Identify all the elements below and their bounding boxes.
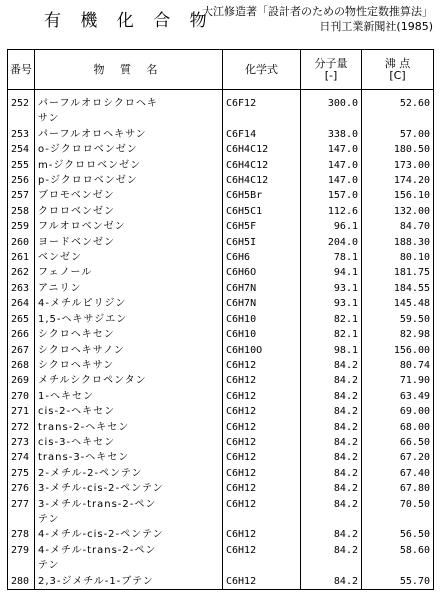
row-formula: C6H12 bbox=[223, 358, 301, 373]
row-name: ブロモベンゼン bbox=[35, 188, 223, 203]
row-bp: 132.00 bbox=[362, 204, 434, 219]
row-name-line: テン bbox=[38, 513, 60, 525]
table-row bbox=[8, 281, 434, 296]
row-bp: 67.20 bbox=[362, 450, 434, 465]
row-name: cis-2-ヘキセン bbox=[35, 404, 223, 419]
row-no: 277 bbox=[8, 497, 35, 528]
row-formula: C6H12 bbox=[223, 574, 301, 590]
row-mw: 82.1 bbox=[301, 327, 362, 342]
row-bp: 67.40 bbox=[362, 466, 434, 481]
header-mw-label: 分子量 bbox=[314, 56, 348, 70]
row-formula: C6H12 bbox=[223, 420, 301, 435]
row-formula: C6H5Br bbox=[223, 188, 301, 203]
row-bp: 56.50 bbox=[362, 527, 434, 542]
row-bp: 156.00 bbox=[362, 343, 434, 358]
table-row bbox=[8, 373, 434, 388]
row-mw: 112.6 bbox=[301, 204, 362, 219]
row-bp: 188.30 bbox=[362, 235, 434, 250]
row-name: 3-メチル-cis-2-ペンテン bbox=[35, 481, 223, 496]
row-name: ヨードベンゼン bbox=[35, 235, 223, 250]
row-name: クロロベンゼン bbox=[35, 204, 223, 219]
row-mw: 93.1 bbox=[301, 281, 362, 296]
row-no: 266 bbox=[8, 327, 35, 342]
row-no: 253 bbox=[8, 127, 35, 142]
source-citation bbox=[202, 4, 433, 34]
table-row bbox=[8, 204, 434, 219]
row-formula: C6H7N bbox=[223, 281, 301, 296]
row-formula: C6H6 bbox=[223, 250, 301, 265]
row-formula: C6H12 bbox=[223, 543, 301, 574]
row-formula: C6H4C12 bbox=[223, 158, 301, 173]
row-name: p-ジクロロベンゼン bbox=[35, 173, 223, 188]
row-mw: 147.0 bbox=[301, 173, 362, 188]
compound-table bbox=[7, 49, 434, 590]
table-row bbox=[8, 574, 434, 590]
row-name: シクロヘキサノン bbox=[35, 343, 223, 358]
table-row bbox=[8, 358, 434, 373]
table-body bbox=[8, 90, 434, 590]
row-name bbox=[35, 96, 223, 127]
row-bp: 173.00 bbox=[362, 158, 434, 173]
row-formula: C6H5I bbox=[223, 235, 301, 250]
row-no: 273 bbox=[8, 435, 35, 450]
row-mw: 84.2 bbox=[301, 527, 362, 542]
row-no: 256 bbox=[8, 173, 35, 188]
row-name: 2,3-ジメチル-1-ブテン bbox=[35, 574, 223, 590]
row-name: o-ジクロロベンゼン bbox=[35, 142, 223, 157]
row-no: 263 bbox=[8, 281, 35, 296]
row-formula: C6F14 bbox=[223, 127, 301, 142]
row-bp: 184.55 bbox=[362, 281, 434, 296]
row-name: メチルシクロペンタン bbox=[35, 373, 223, 388]
row-no: 270 bbox=[8, 389, 35, 404]
table-row bbox=[8, 173, 434, 188]
row-mw: 78.1 bbox=[301, 250, 362, 265]
row-no: 271 bbox=[8, 404, 35, 419]
row-mw: 84.2 bbox=[301, 358, 362, 373]
table-row bbox=[8, 435, 434, 450]
row-bp: 55.70 bbox=[362, 574, 434, 590]
row-bp: 181.75 bbox=[362, 265, 434, 280]
table-row bbox=[8, 327, 434, 342]
row-mw: 84.2 bbox=[301, 435, 362, 450]
table-row bbox=[8, 481, 434, 496]
row-name: trans-3-ヘキセン bbox=[35, 450, 223, 465]
row-bp: 84.70 bbox=[362, 219, 434, 234]
row-mw: 300.0 bbox=[301, 96, 362, 127]
row-mw: 157.0 bbox=[301, 188, 362, 203]
row-mw: 84.2 bbox=[301, 497, 362, 528]
table-row bbox=[8, 404, 434, 419]
row-no: 275 bbox=[8, 466, 35, 481]
row-name-line: パーフルオロシクロヘキ bbox=[38, 98, 158, 109]
header-bp-label: 沸 点 bbox=[384, 56, 411, 70]
row-formula: C6H4C12 bbox=[223, 173, 301, 188]
row-name: フェノール bbox=[35, 265, 223, 280]
row-bp: 180.50 bbox=[362, 142, 434, 157]
row-formula: C6H10 bbox=[223, 327, 301, 342]
row-no: 267 bbox=[8, 343, 35, 358]
row-bp: 80.10 bbox=[362, 250, 434, 265]
row-bp: 59.50 bbox=[362, 312, 434, 327]
page-title: 有 機 化 合 物 bbox=[44, 11, 214, 31]
table-row bbox=[8, 235, 434, 250]
header-formula: 化学式 bbox=[223, 50, 301, 90]
row-formula: C6H12 bbox=[223, 527, 301, 542]
row-mw: 84.2 bbox=[301, 574, 362, 590]
table-row bbox=[8, 158, 434, 173]
table-row bbox=[8, 466, 434, 481]
row-formula: C6H12 bbox=[223, 404, 301, 419]
row-no: 279 bbox=[8, 543, 35, 574]
row-name: 4-メチル-cis-2-ペンテン bbox=[35, 527, 223, 542]
row-bp: 66.50 bbox=[362, 435, 434, 450]
row-no: 278 bbox=[8, 527, 35, 542]
table-row bbox=[8, 497, 434, 528]
row-mw: 204.0 bbox=[301, 235, 362, 250]
row-no: 252 bbox=[8, 96, 35, 127]
row-name bbox=[35, 543, 223, 574]
table-row bbox=[8, 296, 434, 311]
header-name: 物 質 名 bbox=[35, 50, 223, 90]
header-row bbox=[8, 50, 434, 90]
table-row bbox=[8, 543, 434, 574]
row-no: 280 bbox=[8, 574, 35, 590]
row-bp: 80.74 bbox=[362, 358, 434, 373]
row-no: 254 bbox=[8, 142, 35, 157]
table-row bbox=[8, 420, 434, 435]
row-mw: 84.2 bbox=[301, 481, 362, 496]
row-bp: 58.60 bbox=[362, 543, 434, 574]
row-formula: C6H12 bbox=[223, 497, 301, 528]
table-row bbox=[8, 450, 434, 465]
row-mw: 84.2 bbox=[301, 450, 362, 465]
row-no: 262 bbox=[8, 265, 35, 280]
row-formula: C6H12 bbox=[223, 389, 301, 404]
row-formula: C6H12 bbox=[223, 466, 301, 481]
row-formula: C6H10 bbox=[223, 312, 301, 327]
row-mw: 84.2 bbox=[301, 404, 362, 419]
row-name: フルオロベンゼン bbox=[35, 219, 223, 234]
source-publisher: 日刊工業新聞社(1985) bbox=[319, 20, 433, 33]
row-mw: 93.1 bbox=[301, 296, 362, 311]
row-no: 255 bbox=[8, 158, 35, 173]
row-name: trans-2-ヘキセン bbox=[35, 420, 223, 435]
row-name: パーフルオロヘキサン bbox=[35, 127, 223, 142]
row-no: 261 bbox=[8, 250, 35, 265]
header-bp-unit: [C] bbox=[389, 68, 406, 82]
row-formula: C6H12 bbox=[223, 373, 301, 388]
row-name-line: テン bbox=[38, 560, 60, 572]
row-no: 269 bbox=[8, 373, 35, 388]
row-no: 265 bbox=[8, 312, 35, 327]
row-formula: C6H12 bbox=[223, 435, 301, 450]
row-no: 260 bbox=[8, 235, 35, 250]
row-bp: 57.00 bbox=[362, 127, 434, 142]
row-formula: C6H5C1 bbox=[223, 204, 301, 219]
row-mw: 84.2 bbox=[301, 420, 362, 435]
header-bp bbox=[362, 50, 434, 90]
row-bp: 145.48 bbox=[362, 296, 434, 311]
row-name bbox=[35, 497, 223, 528]
row-no: 257 bbox=[8, 188, 35, 203]
row-no: 274 bbox=[8, 450, 35, 465]
table-row bbox=[8, 389, 434, 404]
row-formula: C6H12 bbox=[223, 450, 301, 465]
table-row bbox=[8, 250, 434, 265]
row-mw: 338.0 bbox=[301, 127, 362, 142]
row-name: シクロヘキセン bbox=[35, 327, 223, 342]
row-bp: 69.00 bbox=[362, 404, 434, 419]
row-bp: 67.80 bbox=[362, 481, 434, 496]
row-name: アニリン bbox=[35, 281, 223, 296]
row-name: ベンゼン bbox=[35, 250, 223, 265]
row-mw: 84.2 bbox=[301, 543, 362, 574]
row-name-line: 3-メチル-trans-2-ペン bbox=[38, 498, 157, 510]
table-row bbox=[8, 142, 434, 157]
row-name-line: サン bbox=[38, 113, 60, 125]
row-bp: 71.90 bbox=[362, 373, 434, 388]
row-mw: 147.0 bbox=[301, 158, 362, 173]
table-row bbox=[8, 527, 434, 542]
row-mw: 84.2 bbox=[301, 466, 362, 481]
row-name: 1,5-ヘキサジエン bbox=[35, 312, 223, 327]
table-row bbox=[8, 219, 434, 234]
row-bp: 68.00 bbox=[362, 420, 434, 435]
table-row bbox=[8, 343, 434, 358]
row-name: シクロヘキサン bbox=[35, 358, 223, 373]
row-no: 258 bbox=[8, 204, 35, 219]
row-formula: C6H6O bbox=[223, 265, 301, 280]
row-formula: C6H12 bbox=[223, 481, 301, 496]
row-mw: 147.0 bbox=[301, 142, 362, 157]
row-formula: C6H5F bbox=[223, 219, 301, 234]
row-bp: 52.60 bbox=[362, 96, 434, 127]
row-no: 264 bbox=[8, 296, 35, 311]
row-no: 268 bbox=[8, 358, 35, 373]
header-no: 番号 bbox=[8, 50, 35, 90]
row-bp: 70.50 bbox=[362, 497, 434, 528]
table-row bbox=[8, 312, 434, 327]
row-name: 2-メチル-2-ペンテン bbox=[35, 466, 223, 481]
row-name-line: 4-メチル-trans-2-ペン bbox=[38, 544, 157, 556]
row-mw: 82.1 bbox=[301, 312, 362, 327]
row-bp: 156.10 bbox=[362, 188, 434, 203]
row-no: 276 bbox=[8, 481, 35, 496]
row-formula: C6H7N bbox=[223, 296, 301, 311]
row-bp: 82.98 bbox=[362, 327, 434, 342]
table-row bbox=[8, 188, 434, 203]
row-mw: 94.1 bbox=[301, 265, 362, 280]
row-mw: 96.1 bbox=[301, 219, 362, 234]
row-formula: C6H10O bbox=[223, 343, 301, 358]
header-mw bbox=[301, 50, 362, 90]
source-book: 大江修造著「設計者のための物性定数推算法」 bbox=[202, 5, 433, 18]
row-mw: 84.2 bbox=[301, 389, 362, 404]
table-row bbox=[8, 127, 434, 142]
row-name: cis-3-ヘキセン bbox=[35, 435, 223, 450]
row-formula: C6F12 bbox=[223, 96, 301, 127]
row-no: 259 bbox=[8, 219, 35, 234]
row-bp: 63.49 bbox=[362, 389, 434, 404]
row-name: m-ジクロロベンゼン bbox=[35, 158, 223, 173]
row-name: 1-ヘキセン bbox=[35, 389, 223, 404]
table-row bbox=[8, 96, 434, 127]
row-name: 4-メチルピリジン bbox=[35, 296, 223, 311]
row-no: 272 bbox=[8, 420, 35, 435]
table-row bbox=[8, 265, 434, 280]
header-mw-unit: [-] bbox=[324, 68, 338, 82]
row-formula: C6H4C12 bbox=[223, 142, 301, 157]
row-bp: 174.20 bbox=[362, 173, 434, 188]
row-mw: 84.2 bbox=[301, 373, 362, 388]
row-mw: 98.1 bbox=[301, 343, 362, 358]
